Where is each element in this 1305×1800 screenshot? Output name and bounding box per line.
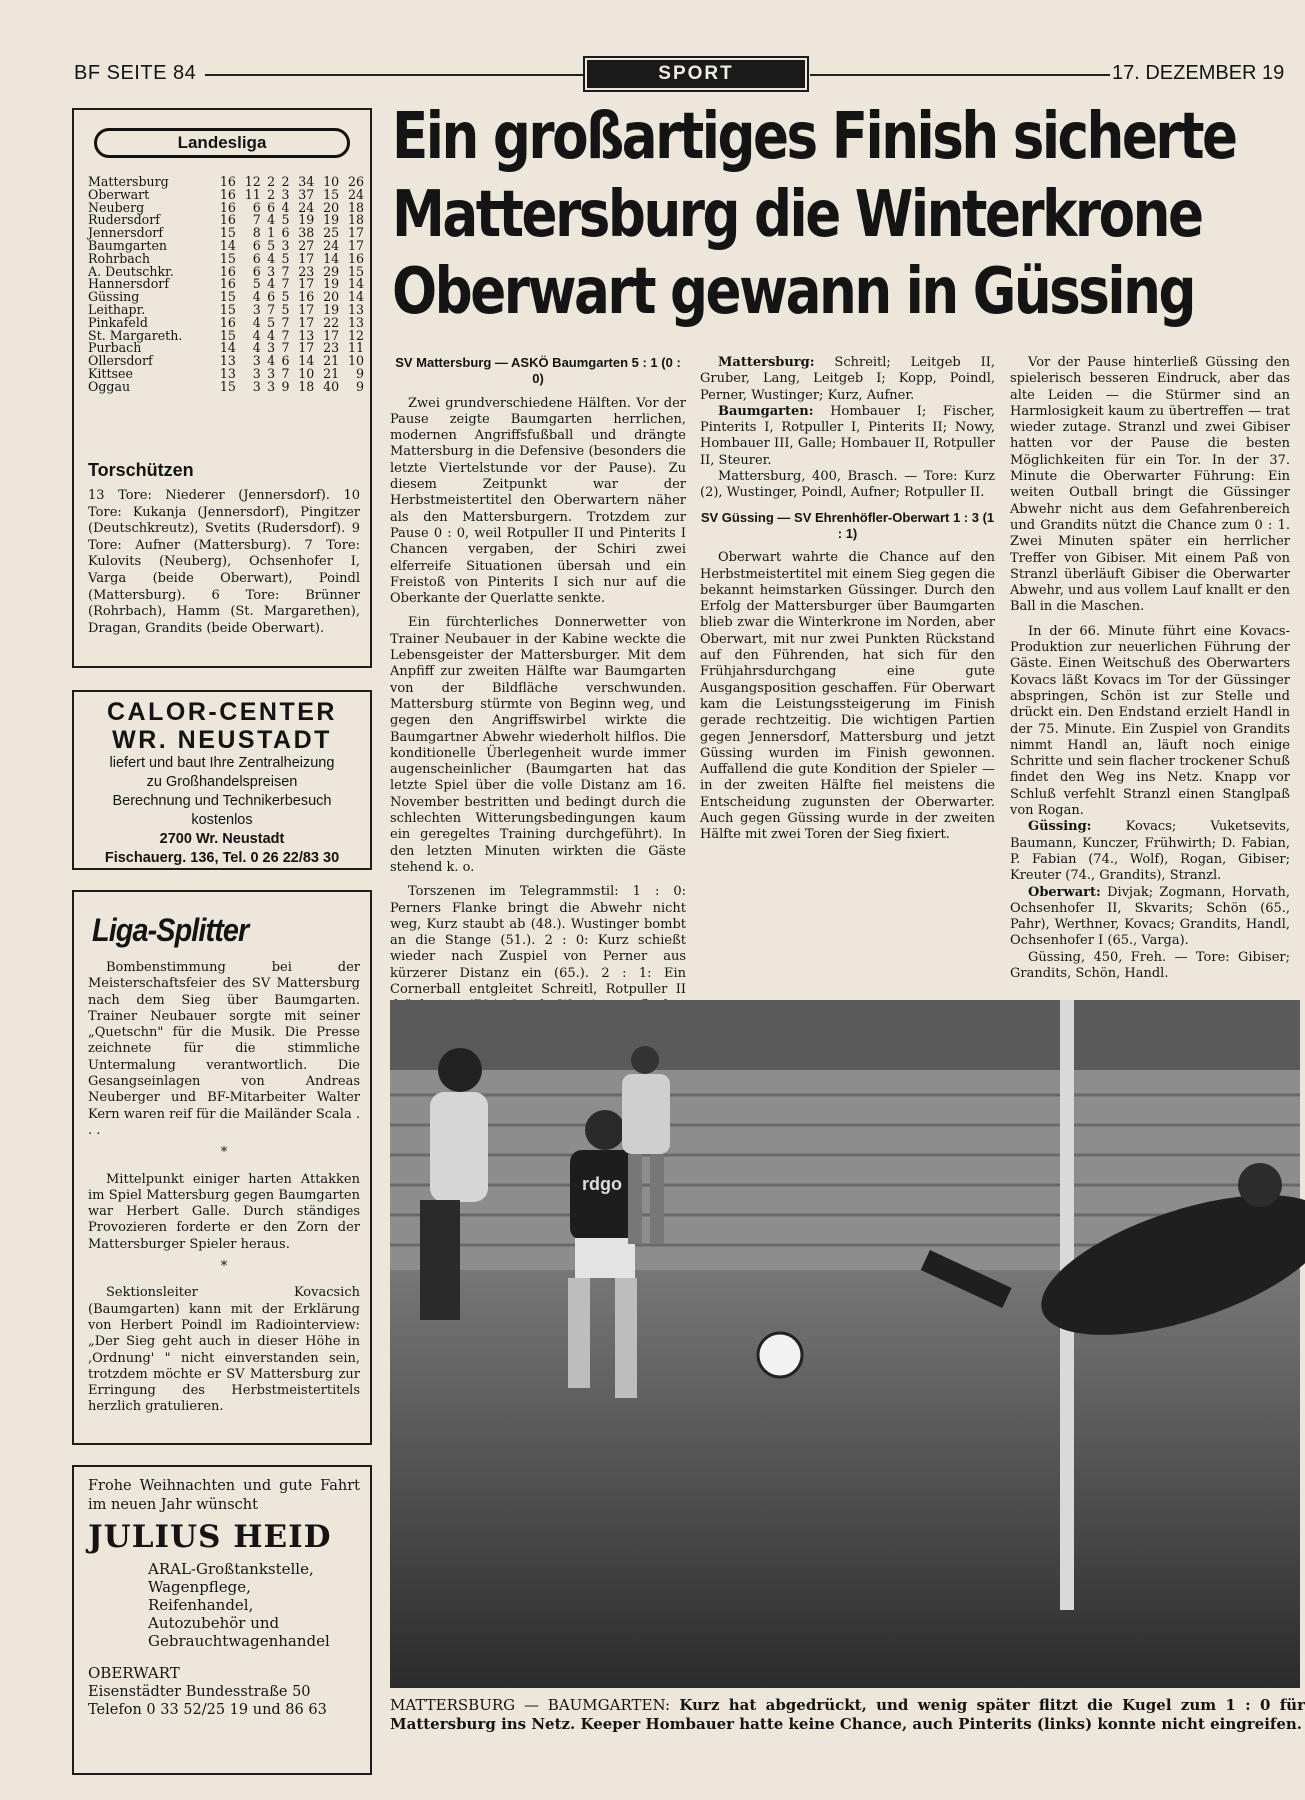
landesliga-box (72, 108, 372, 668)
table-cell: 14 (347, 276, 364, 292)
lineup-paragraph (1010, 885, 1290, 950)
lineup-label: Oberwart: (1028, 884, 1101, 900)
table-cell: 12 (347, 327, 364, 343)
table-cell: 34 (298, 174, 315, 189)
lineup-text: Schreitl; Leitgeb II, Gruber, Lang, Leitgeb I; Kopp, Poindl, Perner, Wustinger; Kurz, Aufner. (700, 355, 995, 403)
table-cell: 17 (323, 327, 340, 343)
article-column-1 (390, 355, 686, 995)
ad-address: Fischauerg. 136, Tel. 0 26 22/83 30 (104, 850, 340, 866)
table-cell: 3 (252, 365, 261, 381)
table-cell: 17 (298, 314, 315, 330)
julius-heid-ad (72, 1465, 372, 1775)
table-cell: 3 (281, 237, 290, 253)
table-cell: 4 (281, 199, 290, 215)
lineup-label: Güssing: (1028, 819, 1092, 835)
table-cell: 29 (323, 263, 340, 279)
team-name: Rudersdorf (88, 212, 160, 228)
table-cell: 14 (219, 340, 236, 356)
caption-text: Kurz hat abgedrückt, und wenig später flitzt die Kugel zum 1 : 0 für Mattersburg ins Netz. Keeper Hombauer hatte keine Chance, auch Pinterits (links) konnte nicht eingreifen. (390, 1696, 1305, 1733)
splitter-paragraph: Mittelpunkt einiger harten Attakken im Spiel Mattersburg gegen Baumgarten war Herbert Galle. Durch ständiges Provozieren forderte er den Zorn der Mattersburger Spieler heraus. (88, 1171, 360, 1252)
table-cell: 6 (267, 289, 276, 305)
table-cell: 7 (281, 327, 290, 343)
team-name: Kittsee (88, 365, 133, 381)
table-cell: 17 (298, 301, 315, 317)
crowd-area (390, 1000, 1300, 1070)
article-paragraph: Vor der Pause hinterließ Güssing den spielerisch besseren Eindruck, aber das alte Leiden — die Stürmer sind an Harmlosigkeit kaum zu übertreffen — trat wieder zutage. Stranzl und zwei Gibiser hatten vor der Pause die besten Möglichkeiten für ein Tor. In der 37. Minute die Oberwarter Führung: Ein weiten Outball bringt die Güssinger Abwehr nicht aus dem Gefahrenbereich und Grandits nützt die Chance zum 0 : 1. Zwei Minuten später ein herrlicher Treffer von Gibiser. Mit einem Paß von Stranzl überläuft Gibiser die Oberwarter Abwehr, und aus vollem Lauf knallt er den Ball in die Maschen. (1010, 355, 1290, 615)
table-cell: 9 (281, 378, 290, 394)
ad-text: zu Großhandelspreisen (146, 774, 298, 790)
team-name: Güssing (88, 289, 140, 305)
table-cell: 11 (244, 186, 261, 202)
headline-line-3: Oberwart gewann in Güssing (392, 255, 1194, 329)
table-cell: 8 (252, 225, 261, 241)
table-cell: 17 (298, 276, 315, 292)
table-cell: 38 (298, 225, 315, 241)
article-column-2 (700, 355, 995, 995)
table-cell: 16 (219, 186, 236, 202)
table-cell: 4 (252, 340, 261, 356)
table-cell: 4 (267, 212, 276, 228)
table-cell: 20 (323, 199, 340, 215)
team-name: Baumgarten (88, 237, 168, 253)
table-cell: 19 (323, 212, 340, 228)
team-name: Rohrbach (88, 250, 150, 266)
table-cell: 3 (267, 365, 276, 381)
team-name: Oberwart (88, 186, 150, 202)
table-cell: 5 (281, 301, 290, 317)
table-cell: 9 (355, 365, 364, 381)
table-cell: 20 (323, 289, 340, 305)
shirt-sponsor-text: rdgo (582, 1174, 622, 1194)
table-cell: 6 (281, 225, 290, 241)
header-rule-left (205, 74, 585, 76)
table-cell: 6 (281, 353, 290, 369)
lineup-paragraph (700, 355, 995, 404)
table-cell: 3 (281, 186, 290, 202)
ad-greeting: Frohe Weihnachten und gute Fahrt im neuen Jahr wünscht (88, 1478, 360, 1513)
table-cell: 24 (323, 237, 340, 253)
ad-company-name: JULIUS HEID (88, 1519, 332, 1555)
table-cell: 4 (252, 327, 261, 343)
page-label: BF SEITE 84 (74, 62, 197, 84)
table-cell: 12 (244, 174, 261, 189)
ad-service: Wagenpflege, (148, 1578, 251, 1596)
match-info: Mattersburg, 400, Brasch. — Tore: Kurz (2), Wustinger, Poindl, Aufner; Rotpuller II. (700, 469, 995, 501)
table-cell: 16 (219, 276, 236, 292)
table-cell: 14 (347, 289, 364, 305)
article-paragraph: Ein fürchterliches Donnerwetter von Trainer Neubauer in der Kabine weckte die Lebensgeister der Mattersburger. Mit dem Anpfiff zur zweiten Hälfte war Baumgarten von der Bildfläche verschwunden. Mattersburg stürmte von Beginn weg, und gegen den Angriffswirbel wirkte die Baumgartner Abwehr wiederholt hilflos. Die konditionelle Überlegenheit wurde immer augenscheinlicher (Baumgarten hat das letzte Spiel über die volle Distanz am 16. November bestritten und bedingt durch die schlechten Witterungsbedingungen kaum ein geregeltes Training durchgeführt). In den letzten Minuten wirkten die Gäste stehend k. o. (390, 615, 686, 875)
table-cell: 3 (267, 263, 276, 279)
table-cell: 15 (219, 327, 236, 343)
table-cell: 3 (252, 353, 261, 369)
table-cell: 2 (267, 186, 276, 202)
table-cell: 7 (281, 365, 290, 381)
table-cell: 13 (298, 327, 315, 343)
issue-date: 17. DEZEMBER 19 (1112, 62, 1285, 84)
table-cell: 16 (219, 263, 236, 279)
ad-service: Reifenhandel, (148, 1596, 254, 1614)
table-cell: 6 (252, 250, 261, 266)
table-cell: 5 (267, 237, 276, 253)
table-cell: 15 (347, 263, 364, 279)
football (758, 1333, 802, 1377)
table-cell: 5 (281, 250, 290, 266)
table-cell: 14 (219, 237, 236, 253)
table-cell: 16 (219, 212, 236, 228)
table-cell: 18 (298, 378, 315, 394)
photo-caption (390, 1696, 1305, 1734)
article-column-3 (1010, 355, 1290, 995)
table-cell: 23 (323, 340, 340, 356)
ad-text: liefert und baut Ihre Zentralheizung (109, 755, 335, 771)
table-cell: 14 (323, 250, 340, 266)
table-cell: 17 (347, 237, 364, 253)
table-cell: 1 (267, 225, 276, 241)
article-paragraph: Torszenen im Telegrammstil: 1 : 0: Perners Flanke bringt die Abwehr nicht weg, Kurz staubt ab (48.). Wustinger bombt an die Stange (51.). 2 : 0: Kurz schießt wieder nach Zuspiel von Perner aus kürzerer Distanz ein (65.). 2 : 1: Ein Cornerball entgleitet Schreitl, Rotpuller II (390, 884, 686, 997)
table-cell: 9 (355, 378, 364, 394)
table-cell: 4 (267, 327, 276, 343)
table-cell: 40 (323, 378, 340, 394)
table-cell: 3 (252, 301, 261, 317)
table-cell: 6 (267, 199, 276, 215)
table-cell: 3 (267, 340, 276, 356)
table-cell: 18 (347, 199, 364, 215)
table-cell: 24 (347, 186, 364, 202)
lineup-paragraph (700, 404, 995, 469)
ad-services-list (88, 1560, 360, 1650)
liga-splitter-box (72, 890, 372, 1445)
table-cell: 13 (347, 301, 364, 317)
table-cell: 7 (281, 314, 290, 330)
ad-text: kostenlos (191, 812, 253, 828)
table-cell: 15 (219, 301, 236, 317)
liga-splitter-title: Liga-Splitter (92, 912, 249, 948)
ad-service: Autozubehör und (148, 1614, 280, 1632)
table-cell: 3 (252, 378, 261, 394)
table-cell: 37 (298, 186, 315, 202)
ad-service: ARAL-Großtankstelle, (148, 1560, 314, 1578)
lineup-paragraph (1010, 819, 1290, 884)
table-cell: 10 (347, 353, 364, 369)
table-cell: 5 (281, 212, 290, 228)
table-cell: 15 (219, 378, 236, 394)
table-cell: 24 (298, 199, 315, 215)
ad-phone: Telefon 0 33 52/25 19 und 86 63 (88, 1702, 327, 1718)
section-badge: SPORT (587, 60, 805, 88)
scorers-title: Torschützen (88, 460, 194, 480)
table-cell: 15 (219, 289, 236, 305)
match-heading: SV Güssing — SV Ehrenhöfler-Oberwart 1 : 3 (1 : 1) (700, 509, 995, 541)
ad-city: 2700 Wr. Neustadt (159, 831, 285, 847)
headline-line-1: Ein großartiges Finish sicherte (392, 100, 1236, 174)
table-cell: 16 (219, 314, 236, 330)
table-cell: 7 (281, 263, 290, 279)
table-cell: 17 (298, 250, 315, 266)
table-cell: 23 (298, 263, 315, 279)
table-cell: 3 (267, 378, 276, 394)
table-cell: 4 (267, 276, 276, 292)
table-cell: 13 (219, 353, 236, 369)
landesliga-title: Landesliga (94, 128, 350, 158)
splitter-paragraph: Bombenstimmung bei der Meisterschaftsfeier des SV Mattersburg nach dem Sieg über Baumgarten. Trainer Neubauer sorgte mit seiner „Quetschn" für die Musik. Die Presse zeichnete für die stimmliche Untermalung verantwortlich. Die Gesangseinlagen von Andreas Neuberger und BF-Mitarbeiter Walter Kern waren reif für die Mailänder Scala . . . (88, 960, 360, 1138)
table-cell: 15 (219, 225, 236, 241)
lineup-text: Divjak; Zogmann, Horvath, Ochsenhofer II, Skvarits; Schön (65., Pahr), Werthner, Kovacs; Grandits, Handl, Ochsenhofer I (65., Varga). (1010, 884, 1290, 949)
table-cell: 10 (298, 365, 315, 381)
table-cell: 11 (347, 340, 364, 356)
table-cell: 27 (298, 237, 315, 253)
table-cell: 16 (347, 250, 364, 266)
team-name: Ollersdorf (88, 353, 153, 369)
table-cell: 25 (323, 225, 340, 241)
table-cell: 21 (323, 365, 340, 381)
table-cell: 19 (323, 276, 340, 292)
headline-line-2: Mattersburg die Winterkrone (392, 178, 1202, 252)
table-cell: 19 (323, 301, 340, 317)
table-cell: 16 (298, 289, 315, 305)
liga-splitter-text (88, 960, 360, 1416)
separator-star: * (220, 1145, 228, 1161)
article-paragraph: Oberwart wahrte die Chance auf den Herbstmeistertitel mit einem Sieg gegen die bekannt heimstarken Güssinger. Durch den Erfolg der Mattersburger über Baumgarten blieb zwar die Winterkrone im Norden, aber Oberwart, mit nur zwei Punkten Rückstand auf den Führenden, hat sich für den Frühjahrsdurchgang eine gute Ausgangsposition geschaffen. Für Oberwart kam die Leistungssteigerung im Finish gerade rechtzeitig. Die wichtigen Partien gegen Jennersdorf, Mattersburg und jetzt Güssing wurden im Finish gewonnen. Auffallend die gute Kondition der Spieler — in der zweiten Hälfte fiel meistens die Entscheidung zugunsten der Oberwarter. Auch gegen Güssing wurde in der zweiten Hälfte mit zwei Toren der Sieg fixiert. (700, 550, 995, 843)
ad-text: Berechnung und Technikerbesuch (112, 793, 332, 809)
ad-street: Eisenstädter Bundesstraße 50 (88, 1683, 311, 1700)
ad-brand-line2: WR. NEUSTADT (112, 726, 332, 754)
table-cell: 5 (252, 276, 261, 292)
table-cell: 15 (219, 250, 236, 266)
table-cell: 5 (281, 289, 290, 305)
table-cell: 15 (323, 186, 340, 202)
table-cell: 19 (298, 212, 315, 228)
match-heading: SV Mattersburg — ASKÖ Baumgarten 5 : 1 (0 : 0) (395, 355, 681, 387)
lineup-text: Hombauer I; Fischer, Pinterits I, Rotpuller I, Pinterits II; Nowy, Hombauer III, Galle; Hombauer II, Rotpuller II, Steurer. (700, 403, 995, 468)
table-cell: 18 (347, 212, 364, 228)
table-cell: 14 (298, 353, 315, 369)
league-table-row (88, 381, 364, 394)
table-cell: 2 (267, 174, 276, 189)
lineup-text: Kovacs; Vuketsevits, Baumann, Kunczer, Frühwirth; D. Fabian, P. Fabian (74., Wolf), Rogan, Gibiser; Kreuter (74., Grandits), Stranzl. (1010, 819, 1290, 884)
ad-city: OBERWART (88, 1664, 180, 1682)
table-cell: 13 (219, 365, 236, 381)
team-name: Leithapr. (88, 301, 146, 317)
table-cell: 16 (219, 174, 236, 189)
separator-star: * (220, 1259, 228, 1275)
table-cell: 2 (281, 174, 290, 189)
table-cell: 4 (267, 353, 276, 369)
table-cell: 16 (219, 199, 236, 215)
table-cell: 26 (347, 174, 364, 189)
scorers-text: 13 Tore: Niederer (Jennersdorf). 10 Tore: Kukanja (Jennersdorf), Pingitzer (Deutschkreutz), Svetits (Rudersdorf). 9 Tore: Aufner (Mattersburg). 7 Tore: Kulovits (Neuberg), Ochsenhofer I, Varga (beide Oberwart), Poindl (Mattersburg). 6 Tore: Brünner (Rohrbach), Hamm (St. Margarethen), Dragan, Grandits (beide Oberwart). (88, 488, 360, 636)
team-name: Pinkafeld (88, 314, 148, 330)
team-name: Purbach (88, 340, 142, 356)
pitch (390, 1270, 1300, 1688)
table-cell: 6 (252, 263, 261, 279)
team-name: Mattersburg (88, 174, 169, 189)
table-cell: 17 (298, 340, 315, 356)
article-paragraph: Zwei grundverschiedene Hälften. Vor der Pause zeigte Baumgarten herrlichen, modernen Angriffsfußball und drängte Mattersburg in die Defensive (besonders die letzte Viertelstunde vor der Pause). Zu diesem Zeitpunkt war der Herbstmeistertitel den Oberwartern näher als den Mattersburgern. Trotzdem zur Pause 0 : 0, weil Rotpuller II und Pinterits I Chancen vergaben, der Schiri zwei elferreife Situationen übersah und ein Freistoß von Pinterits I sich nur auf die Oberkante der Querlatte senkte. (390, 395, 686, 607)
table-cell: 5 (267, 314, 276, 330)
team-name: Oggau (88, 378, 131, 394)
table-cell: 7 (252, 212, 261, 228)
splitter-paragraph: Sektionsleiter Kovacsich (Baumgarten) kann mit der Erklärung von Herbert Poindl im Radiointerview: „Der Sieg geht auch in dieser Höhe in ,Ordnung' " nicht einverstanden sein, trotzdem möchte er SV Mattersburg zur Erringung des Herbstmeistertitels herzlich gratulieren. (88, 1285, 360, 1415)
table-cell: 4 (267, 250, 276, 266)
match-info: Güssing, 450, Freh. — Tore: Gibiser; Grandits, Schön, Handl. (1010, 949, 1290, 981)
header-rule-right (810, 74, 1110, 76)
table-cell: 7 (281, 340, 290, 356)
league-table (88, 176, 364, 394)
team-name: A. Deutschkr. (88, 263, 174, 279)
lineup-label: Baumgarten: (718, 403, 814, 419)
table-cell: 6 (252, 237, 261, 253)
table-cell: 21 (323, 353, 340, 369)
ad-brand-line1: CALOR-CENTER (107, 698, 337, 726)
table-cell: 13 (347, 314, 364, 330)
table-cell: 4 (252, 289, 261, 305)
table-cell: 4 (252, 314, 261, 330)
caption-label: MATTERSBURG — BAUMGARTEN: (390, 1696, 671, 1714)
table-cell: 7 (281, 276, 290, 292)
lineup-label: Mattersburg: (718, 355, 815, 370)
table-cell: 10 (323, 174, 340, 189)
table-cell: 6 (252, 199, 261, 215)
team-name: Neuberg (88, 199, 145, 215)
calor-center-ad (72, 690, 372, 870)
team-name: Hannersdorf (88, 276, 169, 292)
table-cell: 7 (267, 301, 276, 317)
ad-service: Gebrauchtwagenhandel (148, 1632, 330, 1650)
match-photo (390, 1000, 1300, 1688)
table-cell: 17 (347, 225, 364, 241)
table-cell: 22 (323, 314, 340, 330)
team-name: Jennersdorf (88, 225, 163, 241)
article-paragraph: In der 66. Minute führt eine Kovacs-Produktion zur neuerlichen Führung der Gäste. Einen Weitschuß des Oberwarters Kovacs läßt Kovacs im Tor der Güssinger abspringen, Schön ist zur Stelle und drückt ein. Den Endstand erzielt Handl in der 75. Minute. Ein Zuspiel von Grandits nimmt Handl an, läuft noch einige Schritte und sein flacher trockener Schuß findet den Weg ins Netz. Knapp vor Schluß verfehlt Stranzl einen Stanglpaß von Rogan. (1010, 623, 1290, 819)
team-name: St. Margareth. (88, 327, 183, 343)
